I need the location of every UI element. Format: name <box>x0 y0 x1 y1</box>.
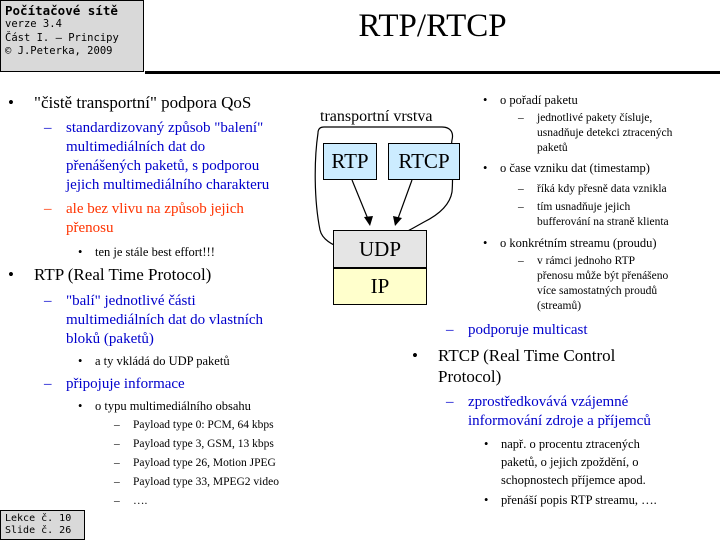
bullet-marker: • <box>8 265 14 284</box>
rtp-sub1-line1: "balí" jednotlivé části <box>66 293 196 309</box>
course-part: Část I. – Principy <box>5 31 119 44</box>
qos-sub1-line4: jejich multimediálního charakteru <box>66 177 270 193</box>
payload-type-26: Payload type 26, Motion JPEG <box>133 457 276 469</box>
timestamp-sub2-line1: tím usnadňuje jejich <box>537 201 631 213</box>
stream-sub-line1: v rámci jednoho RTP <box>537 255 636 267</box>
bullet-marker: • <box>484 493 489 507</box>
payload-ellipsis: …. <box>133 495 148 507</box>
rtp-sub1-item: a ty vkládá do UDP paketů <box>95 354 230 368</box>
dash-marker: – <box>446 322 454 338</box>
qos-sub1-line1: standardizovaný způsob "balení" <box>66 120 264 136</box>
qos-sub1-line3: přenášených paketů, s podporou <box>66 158 260 174</box>
course-title: Počítačové sítě <box>5 3 118 18</box>
dash-marker: – <box>114 419 120 431</box>
title-divider <box>145 71 720 74</box>
lecture-slide-box <box>0 510 85 540</box>
rtcp-box: RTCP <box>388 143 460 180</box>
rtcp-bullet-line2: Protocol) <box>438 367 502 386</box>
course-info-box <box>0 0 144 72</box>
bullet-marker: • <box>484 437 489 451</box>
rtcp-item1-line3: schopnostech příjemce apod. <box>501 473 646 487</box>
qos-sub2-line1: ale bez vlivu na způsob jejich <box>66 201 244 217</box>
rtp-bullet: RTP (Real Time Protocol) <box>34 265 212 284</box>
stream-label: o konkrétním streamu (proudu) <box>500 236 657 250</box>
dash-marker: – <box>44 201 52 217</box>
rtcp-item1-line2: paketů, o jejich zpoždění, o <box>501 455 639 469</box>
dash-marker: – <box>44 293 52 309</box>
stream-sub-line4: (streamů) <box>537 300 582 312</box>
bullet-marker: • <box>78 245 83 259</box>
dash-marker: – <box>114 495 120 507</box>
rtp-sub1-line2: multimediálních dat do vlastních <box>66 312 264 328</box>
dash-marker: – <box>446 394 454 410</box>
transport-layer-label: transportní vrstva <box>320 108 433 125</box>
timestamp-label: o čase vzniku dat (timestamp) <box>500 161 650 175</box>
timestamp-sub2-line2: bufferování na straně klienta <box>537 216 669 228</box>
rtcp-item1-line1: např. o procentu ztracených <box>501 437 640 451</box>
multicast-label: podporuje multicast <box>468 322 588 338</box>
payload-type-33: Payload type 33, MPEG2 video <box>133 476 279 488</box>
dash-marker: – <box>518 201 524 213</box>
payload-type-0: Payload type 0: PCM, 64 kbps <box>133 419 274 431</box>
rtp-sub2-item: o typu multimediálního obsahu <box>95 399 251 413</box>
order-sub-line1: jednotlivé pakety čísluje, <box>537 112 653 124</box>
qos-bullet: "čistě transportní" podpora QoS <box>34 93 252 112</box>
bullet-marker: • <box>412 346 418 365</box>
dash-marker: – <box>114 438 120 450</box>
ip-box: IP <box>333 268 427 305</box>
order-sub-line3: paketů <box>537 142 568 154</box>
slide-title: RTP/RTCP <box>358 8 507 44</box>
arrowhead <box>364 216 373 226</box>
bullet-marker: • <box>483 93 488 107</box>
rtcp-item2: přenáší popis RTP streamu, …. <box>501 493 657 507</box>
bullet-marker: • <box>483 236 488 250</box>
course-version: verze 3.4 <box>5 18 62 30</box>
dash-marker: – <box>114 457 120 469</box>
rtp-sub1-line3: bloků (paketů) <box>66 331 154 347</box>
bullet-marker: • <box>8 93 14 112</box>
bullet-marker: • <box>78 354 83 368</box>
dash-marker: – <box>114 476 120 488</box>
order-sub-line2: usnadňuje detekci ztracených <box>537 127 673 139</box>
bullet-marker: • <box>483 161 488 175</box>
rtcp-sub-line1: zprostředkovává vzájemné <box>468 394 629 410</box>
payload-type-3: Payload type 3, GSM, 13 kbps <box>133 438 274 450</box>
udp-box: UDP <box>333 230 427 268</box>
dash-marker: – <box>518 255 524 267</box>
qos-sub1-line2: multimediálních dat do <box>66 139 206 155</box>
stream-sub-line2: přenosu může být přenášeno <box>537 270 669 282</box>
rtp-sub2: připojuje informace <box>66 376 185 392</box>
stream-sub-line3: více samostatných proudů <box>537 285 658 297</box>
dash-marker: – <box>44 120 52 136</box>
dash-marker: – <box>518 112 524 124</box>
course-author: © J.Peterka, 2009 <box>5 45 113 57</box>
qos-sub2-line2: přenosu <box>66 220 114 236</box>
qos-sub2-item: ten je stále best effort!!! <box>95 245 215 259</box>
rtp-box: RTP <box>323 143 377 180</box>
dash-marker: – <box>44 376 52 392</box>
lecture-number: Lekce č. 10 <box>5 513 72 524</box>
rtcp-bullet-line1: RTCP (Real Time Control <box>438 346 616 365</box>
order-label: o pořadí paketu <box>500 93 578 107</box>
timestamp-sub1: říká kdy přesně data vznikla <box>537 183 667 195</box>
bullet-marker: • <box>78 399 83 413</box>
arrowhead <box>393 216 402 226</box>
dash-marker: – <box>518 183 524 195</box>
rtcp-sub-line2: informování zdroje a příjemců <box>468 413 651 429</box>
slide-number: Slide č. 26 <box>5 525 72 536</box>
